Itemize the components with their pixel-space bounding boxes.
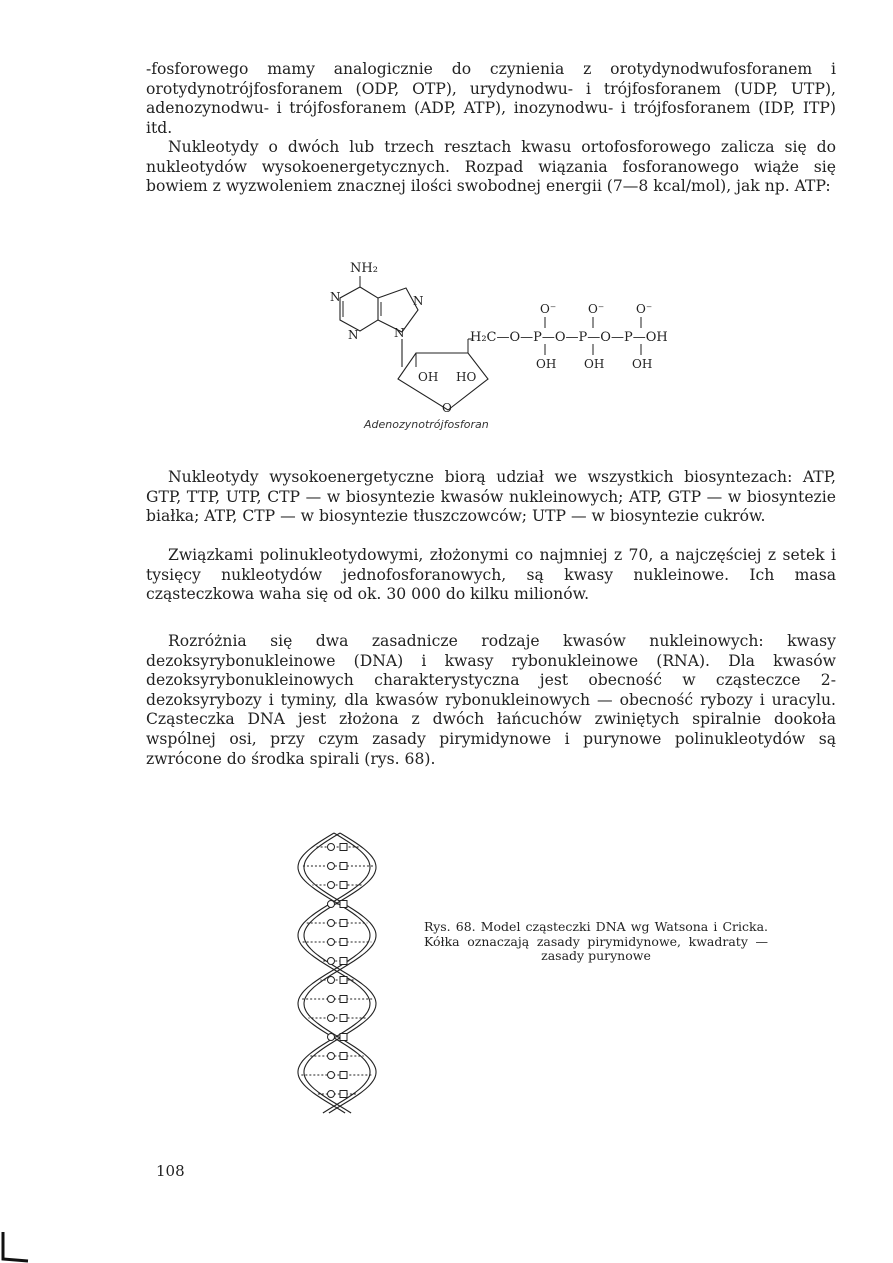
pyrimidine-base (328, 1015, 335, 1022)
paragraph-continuation: -fosforowego mamy analogicznie do czynienia z orotydynodwufosforanem i orotydynotrójfosforanem (ODP, OTP), urydynodwu- i trójfosforanem (UDP, UTP), adenozynodwu- i trójfosforanem (ADP, ATP), inozynodwu- i trójfosforanem (IDP, ITP) itd. (146, 60, 836, 137)
pyrimidine-base (328, 958, 335, 965)
purine-base (340, 1072, 347, 1079)
purine-base (340, 863, 347, 870)
formula-caption: Adenozynotrójfosforan (364, 418, 489, 431)
formula-n3: N (348, 328, 359, 342)
formula-oh-3: OH (632, 357, 653, 371)
formula-phosphate-chain: H₂C—O—P—O—P—O—P—OH (470, 330, 668, 345)
pyrimidine-base (328, 863, 335, 870)
formula-ring-o: O (442, 401, 452, 415)
formula-o-minus-2: O⁻ (588, 302, 605, 316)
dna-strands (298, 833, 376, 1113)
page-number: 108 (156, 1162, 185, 1180)
pyrimidine-base (328, 939, 335, 946)
formula-ring-ho: HO (456, 370, 477, 384)
paragraph-polynucleotides: Związkami polinukleotydowymi, złożonymi co najmniej z 70, a najczęściej z setek i tysięcy nukleotydów jednofosforanowych, są kwasy nukleinowe. Ich masa cząsteczkowa waha się od ok. 30 000 do kilku milionów. (146, 546, 836, 604)
purine-base (340, 939, 347, 946)
formula-n9: N (394, 326, 405, 340)
paragraph-high-energy-nucleotides: Nukleotydy o dwóch lub trzech resztach kwasu ortofosforowego zalicza się do nukleotydów wysokoenergetycznych. Rozpad wiązania fosforanowego wiąże się bowiem z wyzwoleniem znacznej ilości swobodnej energii (7—8 kcal/mol), jak np. ATP: (146, 138, 836, 196)
pyrimidine-base (328, 1072, 335, 1079)
formula-n7: N (413, 294, 424, 308)
purine-base (340, 844, 347, 851)
pyrimidine-base (328, 920, 335, 927)
paragraph-biosynthesis: Nukleotydy wysokoenergetyczne biorą udział we wszystkich biosyntezach: ATP, GTP, TTP, UTP, CTP — w biosyntezie kwasów nukleinowych; ATP, GTP — w biosyntezie białka; ATP, CTP — w biosyntezie tłuszczowców; UTP — w biosyntezie cukrów. (146, 468, 836, 526)
formula-oh-1: OH (536, 357, 557, 371)
purine-base (340, 920, 347, 927)
pyrimidine-base (328, 996, 335, 1003)
purine-base (340, 1053, 347, 1060)
pyrimidine-base (328, 901, 335, 908)
formula-o-minus-1: O⁻ (540, 302, 557, 316)
pyrimidine-base (328, 844, 335, 851)
corner-mark (0, 1232, 30, 1263)
pyrimidine-base (328, 1053, 335, 1060)
pyrimidine-base (328, 882, 335, 889)
paragraph-nucleic-acids: Rozróżnia się dwa zasadnicze rodzaje kwasów nukleinowych: kwasy dezoksyrybonukleinowe (DNA) i kwasy rybonukleinowe (RNA). Dla kwasów dezoksyrybonukleinowych charakterystyczna jest obecność w cząsteczce 2-dezoksyrybozy i tyminy, dla kwasów rybonukleinowych — obecność rybozy i uracylu. Cząsteczka DNA jest złożona z dwóch łańcuchów zwiniętych spiralnie dookoła wspólnej osi, przy czym zasady pirymidynowe i purynowe polinukleotydów są zwrócone do środka spirali (rys. 68). (146, 632, 836, 768)
purine-base (340, 1091, 347, 1098)
formula-n1: N (330, 290, 341, 304)
formula-o-minus-3: O⁻ (636, 302, 653, 316)
atp-structural-formula (318, 255, 708, 440)
purine-base (340, 882, 347, 889)
pyrimidine-base (328, 977, 335, 984)
formula-nh2: NH₂ (350, 261, 378, 276)
purine-base (340, 1015, 347, 1022)
formula-oh-2: OH (584, 357, 605, 371)
purine-base (340, 958, 347, 965)
purine-base (340, 901, 347, 908)
purine-base (340, 1034, 347, 1041)
figure-caption: Rys. 68. Model cząsteczki DNA wg Watsona i Cricka. Kółka oznaczają zasady pirymidynowe, kwadraty — zasady purynowe (424, 919, 768, 963)
purine-base (340, 996, 347, 1003)
formula-ring-oh: OH (418, 370, 439, 384)
pyrimidine-base (328, 1034, 335, 1041)
pyrimidine-base (328, 1091, 335, 1098)
purine-base (340, 977, 347, 984)
dna-double-helix-figure (286, 825, 396, 1120)
